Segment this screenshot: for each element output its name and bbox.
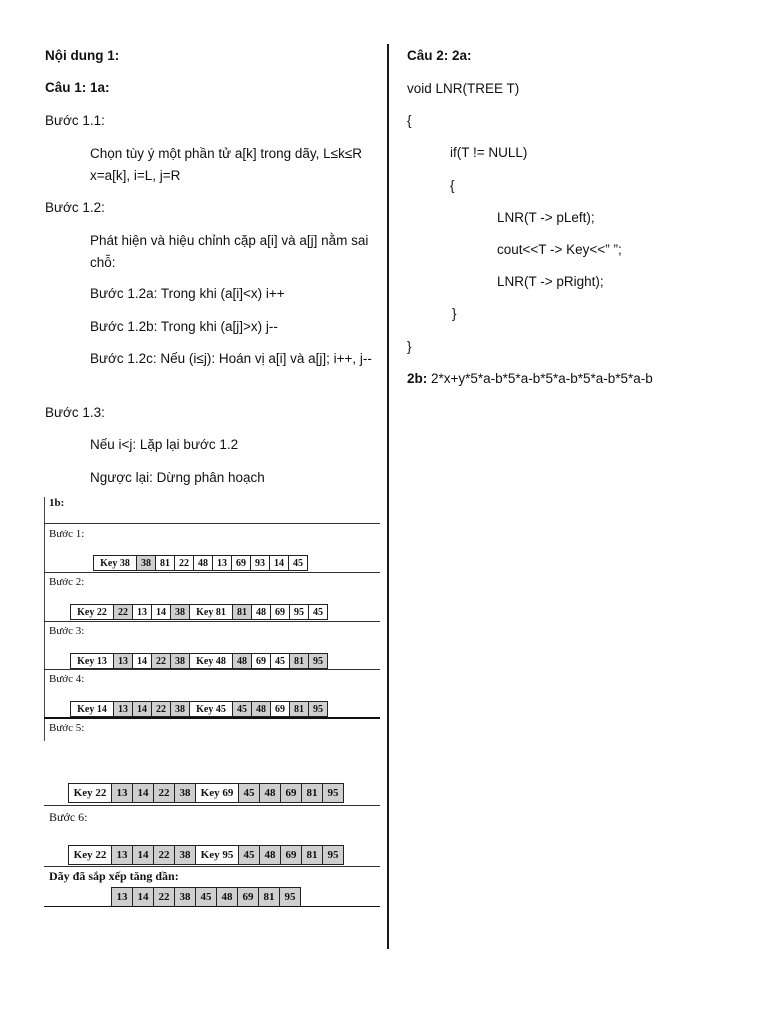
cell: 38 [175,784,196,803]
step-1-3-label: Bước 1.3: [45,405,105,420]
step-1-1-label: Bước 1.1: [45,113,105,128]
cell: 38 [175,846,196,865]
cell: 22 [154,888,175,907]
step-1-3-else-text: Ngược lại: Dừng phân hoạch [90,470,265,485]
cell: 45 [289,556,308,571]
key-cell: Key 13 [71,654,114,669]
code-line: } [407,339,412,354]
figure-divider [44,805,380,806]
cell: 38 [171,605,190,620]
key-cell: Key 22 [69,846,112,865]
key-cell: Key 81 [190,605,233,620]
key-cell: Key 48 [190,654,233,669]
cell: 45 [239,784,260,803]
cell: 22 [154,784,175,803]
sorted-result-label: Dãy đã sắp xếp tăng dần: [49,869,179,883]
step-1-1-text: Chọn tùy ý một phần tử a[k] trong dãy, L≤k≤R x=a[k], i=L, j=R [90,146,362,183]
cell: 14 [152,605,171,620]
step-1-2-label: Bước 1.2: [45,200,105,215]
step-4-table [70,701,328,717]
cell: 38 [175,888,196,907]
quicksort-figure [44,493,380,913]
key-cell: Key 69 [196,784,239,803]
cell: 14 [270,556,289,571]
cell: 69 [232,556,251,571]
key-cell: Key 95 [196,846,239,865]
cell: 69 [281,784,302,803]
key-cell: Key 38 [94,556,137,571]
code-line: LNR(T -> pRight); [497,274,604,289]
code-line: LNR(T -> pLeft); [497,210,595,225]
cell: 13 [133,605,152,620]
cell: 13 [112,846,133,865]
cell: 45 [196,888,217,907]
cell: 81 [259,888,280,907]
cell: 38 [171,702,190,717]
cell: 13 [114,654,133,669]
step-4-label: Bước 4: [49,673,85,685]
step-1-3-if-text: Nếu i<j: Lặp lại bước 1.2 [90,437,239,452]
key-cell: Key 14 [71,702,114,717]
step-1-2b-text: Bước 1.2b: Trong khi (a[j]>x) j-- [90,319,278,334]
cell: 81 [290,654,309,669]
code-line: cout<<T -> Key<<” ”; [497,242,622,257]
cell: 81 [290,702,309,717]
code-line: } [452,306,457,321]
section-heading: Nội dung 1: [45,48,120,63]
cell: 95 [309,654,328,669]
cell: 45 [233,702,252,717]
step-5-table [68,783,344,803]
cell: 45 [239,846,260,865]
cell: 38 [137,556,156,571]
cell: 38 [171,654,190,669]
figure-divider [44,621,380,622]
step-6-label: Bước 6: [49,810,88,824]
cell: 69 [271,605,290,620]
figure-divider [44,717,380,719]
code-line: { [407,113,412,128]
step-5-label: Bước 5: [49,722,85,734]
figure-divider [44,523,380,524]
cell: 13 [112,784,133,803]
cell: 14 [133,654,152,669]
cell: 48 [233,654,252,669]
cell: 81 [156,556,175,571]
cell: 95 [323,846,344,865]
cell: 95 [280,888,301,907]
answer-2b-label: 2b: [407,371,428,386]
step-6-table [68,845,344,865]
cell: 22 [152,654,171,669]
cell: 14 [133,784,154,803]
answer-2b [407,371,653,386]
key-cell: Key 22 [71,605,114,620]
cell: 81 [302,784,323,803]
step-1-2a-text: Bước 1.2a: Trong khi (a[i]<x) i++ [90,286,285,301]
cell: 14 [133,846,154,865]
figure-left-border [44,719,45,741]
cell: 48 [194,556,213,571]
cell: 95 [309,702,328,717]
code-line: { [450,178,455,193]
step-2-table [70,604,328,620]
step-3-table [70,653,328,669]
question-1a-heading: Câu 1: 1a: [45,80,110,95]
code-line: void LNR(TREE T) [407,81,520,96]
cell: 14 [133,888,154,907]
step-1-table [93,555,308,571]
figure-divider [44,669,380,670]
cell: 69 [252,654,271,669]
key-cell: Key 45 [190,702,233,717]
cell: 13 [213,556,232,571]
step-3-label: Bước 3: [49,625,85,637]
cell: 81 [302,846,323,865]
code-line: if(T != NULL) [450,145,528,160]
cell: 95 [290,605,309,620]
figure-1b-label: 1b: [49,497,65,509]
cell: 81 [233,605,252,620]
figure-left-border [44,497,45,723]
cell: 48 [252,605,271,620]
cell: 48 [217,888,238,907]
step-1-2-text: Phát hiện và hiệu chỉnh cặp a[i] và a[j] nằm sai chỗ: [90,233,369,270]
cell: 48 [260,846,281,865]
figure-divider [44,572,380,573]
cell: 45 [309,605,328,620]
cell: 22 [114,605,133,620]
key-cell: Key 22 [69,784,112,803]
figure-divider [44,866,380,867]
cell: 22 [154,846,175,865]
step-2-label: Bước 2: [49,576,85,588]
cell: 69 [271,702,290,717]
step-1-2c-text: Bước 1.2c: Nếu (i≤j): Hoán vị a[i] và a[j]; i++, j-- [90,351,372,366]
figure-divider [44,906,380,907]
cell: 22 [152,702,171,717]
cell: 14 [133,702,152,717]
question-2a-heading: Câu 2: 2a: [407,48,472,63]
cell: 69 [238,888,259,907]
cell: 95 [323,784,344,803]
sorted-result-table [111,887,301,907]
answer-2b-text: 2*x+y*5*a-b*5*a-b*5*a-b*5*a-b*5*a-b [427,371,653,386]
cell: 93 [251,556,270,571]
cell: 69 [281,846,302,865]
step-1-label: Bước 1: [49,528,85,540]
cell: 48 [260,784,281,803]
cell: 48 [252,702,271,717]
cell: 22 [175,556,194,571]
cell: 45 [271,654,290,669]
cell: 13 [112,888,133,907]
cell: 13 [114,702,133,717]
column-divider [387,44,389,949]
